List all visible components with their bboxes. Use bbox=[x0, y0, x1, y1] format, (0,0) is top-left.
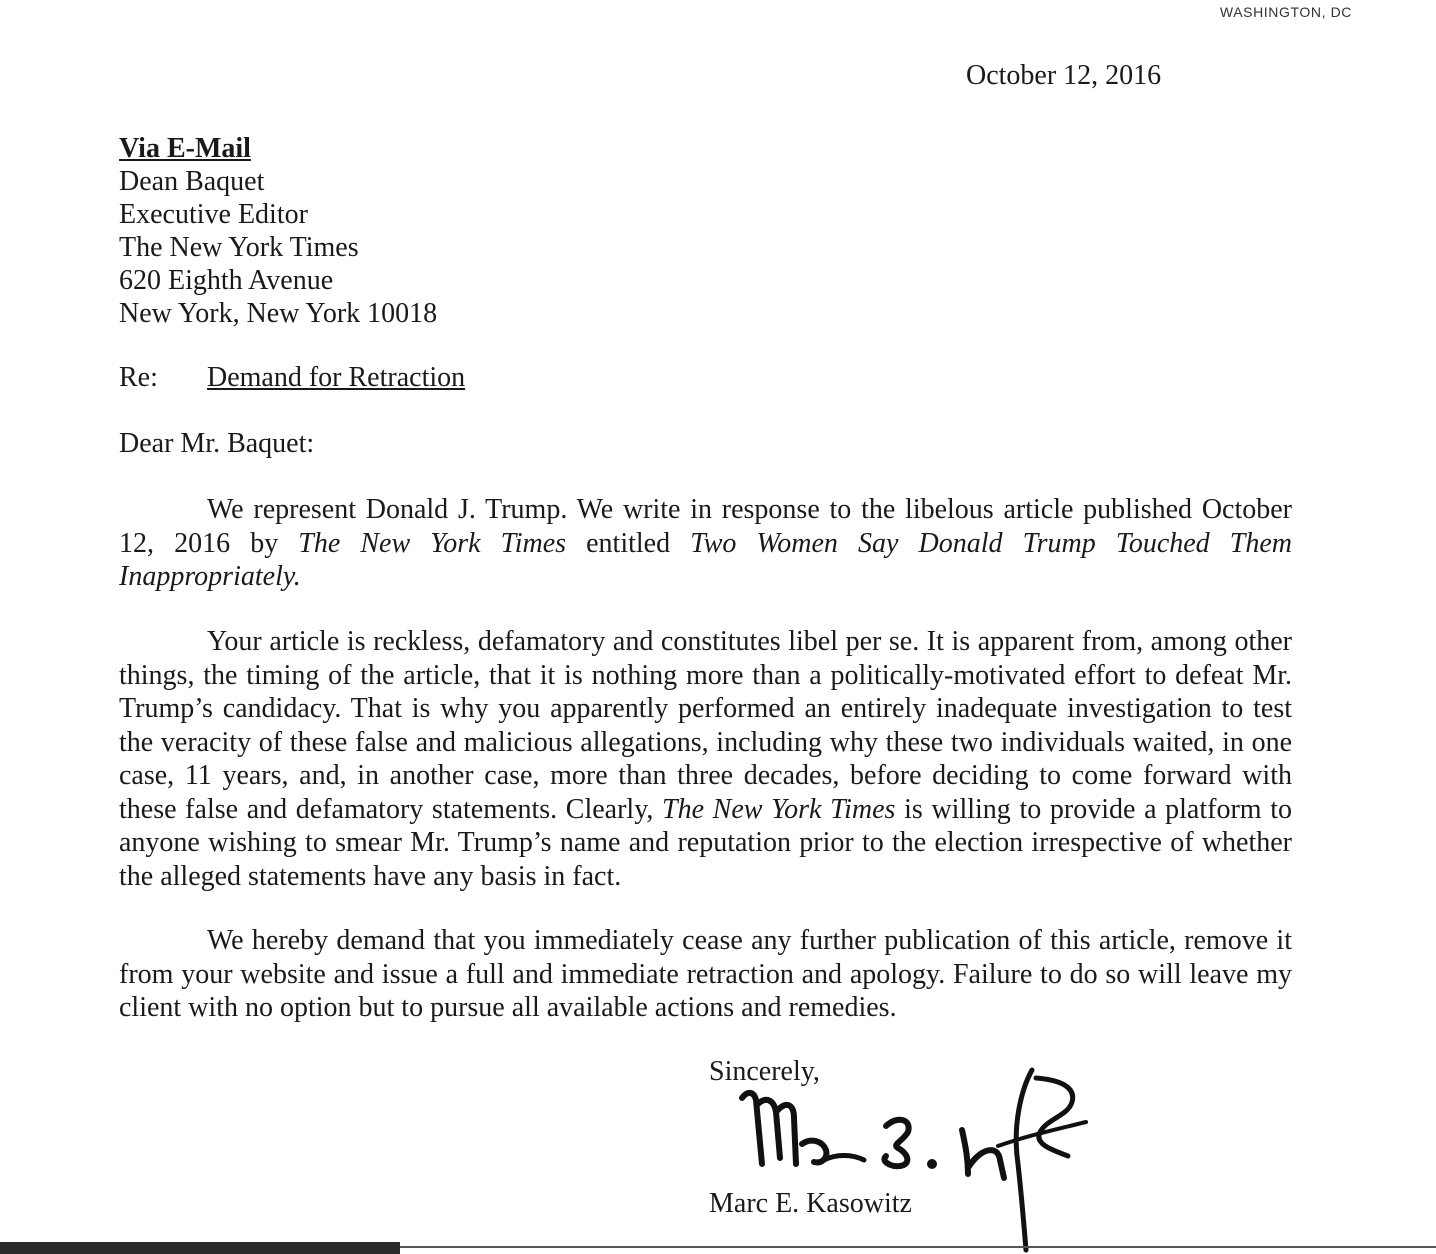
paragraph-2 bbox=[119, 625, 1292, 893]
paragraph-1-text: entitled bbox=[566, 527, 691, 559]
signer-name: Marc E. Kasowitz bbox=[709, 1188, 912, 1219]
subject-line bbox=[119, 362, 465, 394]
salutation: Dear Mr. Baquet: bbox=[119, 428, 315, 459]
scan-edge-strip bbox=[0, 1242, 400, 1254]
paragraph-2-text: is willing to provide a platform to anyone wishing to smear Mr. Trump’s name and reputation prior to the election irrespective of whether the alleged statements have any basis in fact. bbox=[119, 793, 1293, 892]
recipient-street: 620 Eighth Avenue bbox=[119, 265, 334, 296]
closing: Sincerely, bbox=[709, 1056, 820, 1087]
recipient-title: Executive Editor bbox=[119, 199, 308, 230]
paragraph-2-text: Your article is reckless, defamatory and constitutes libel per se. It is apparent from, among other things, the timing of the article, that it is nothing more than a politically-motivated effort to defeat Mr. Trump’s candidacy. That is why you apparently performed an entirely inadequate investigation to test the veracity of these false and malicious allegations, including why these two individuals waited, in one case, 11 years, and, in another case, more than three decades, before deciding to come forward with these false and defamatory statements. Clearly, bbox=[119, 626, 1292, 825]
scan-edge-line bbox=[400, 1246, 1436, 1248]
publication-name: The New York Times bbox=[662, 793, 896, 825]
letter-date: October 12, 2016 bbox=[966, 60, 1162, 91]
delivery-method: Via E-Mail bbox=[119, 133, 251, 164]
paragraph-3: We hereby demand that you immediately cease any further publication of this article, remove it from your website and issue a full and immediate retraction and apology. Failure to do so will leave my client with no option but to pursue all available actions and remedies. bbox=[119, 925, 1292, 1023]
recipient-organization: The New York Times bbox=[119, 232, 359, 263]
recipient-address bbox=[119, 165, 437, 330]
letterhead-location: WASHINGTON, DC bbox=[1219, 4, 1352, 20]
subject-label: Re: bbox=[119, 362, 158, 393]
recipient-city: New York, New York 10018 bbox=[119, 298, 438, 329]
recipient-name: Dean Baquet bbox=[119, 166, 265, 197]
article-title: Two Women Say Donald Trump Touched Them Inappropriately. bbox=[119, 527, 1292, 592]
subject-text: Demand for Retraction bbox=[207, 362, 466, 393]
paragraph-1 bbox=[119, 493, 1292, 594]
paragraph-1-text: We represent Donald J. Trump. We write in response to the libelous article published October 12, 2016 by bbox=[119, 494, 1292, 559]
publication-name: The New York Times bbox=[298, 527, 567, 559]
handwritten-signature bbox=[736, 1060, 1096, 1254]
